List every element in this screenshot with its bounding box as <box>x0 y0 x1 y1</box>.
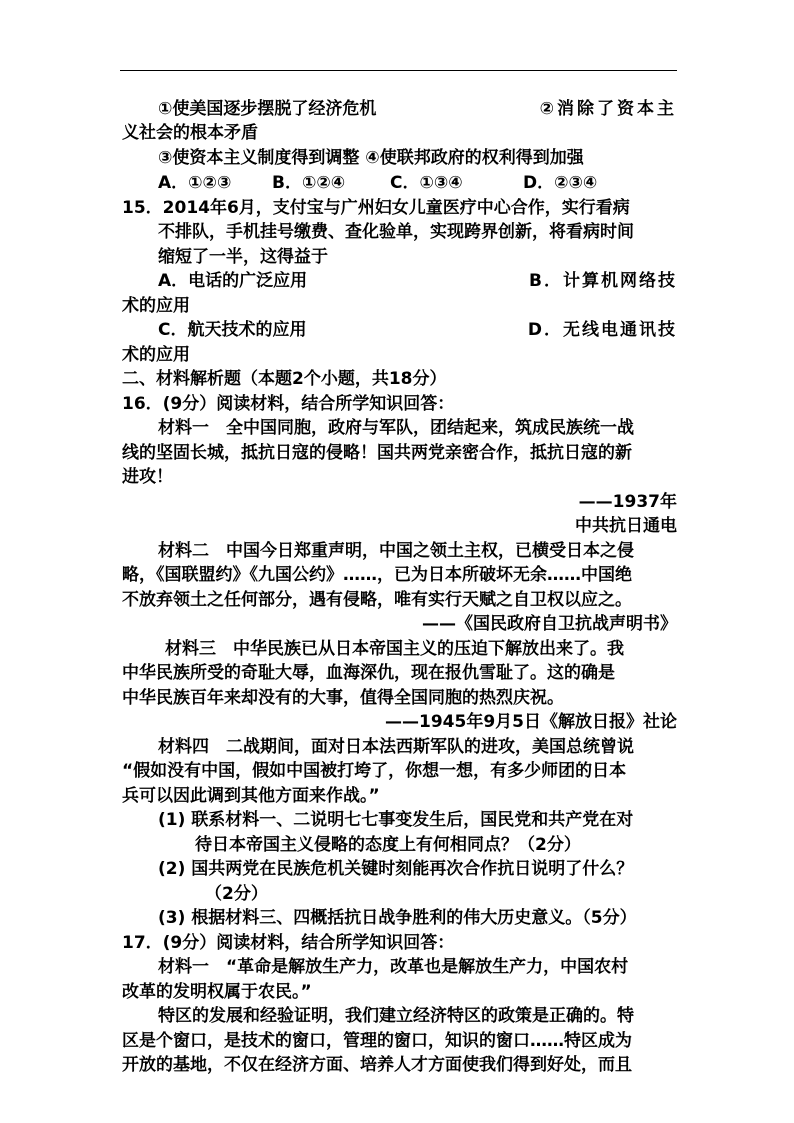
q14-choice-c: C．①③④ <box>390 173 463 193</box>
q14-option-2: ②消除了资本主 <box>539 99 677 119</box>
q16-material-2-line-3: 不放弃领土之任何部分，遇有侵略，唯有实行天赋之自卫权以应之。 <box>122 590 632 610</box>
q16-material-3-line-3: 中华民族百年来却没有的大事，值得全国同胞的热烈庆祝。 <box>122 688 564 708</box>
q16-sub-3: (3) 根据材料三、四概括抗日战争胜利的伟大历史意义。（5分） <box>158 908 637 928</box>
q15-choice-a: A．电话的广泛应用 <box>158 271 308 291</box>
q15-choice-b-cont: 术的应用 <box>122 296 190 316</box>
q16-material-2-line-1: 材料二 中国今日郑重声明，中国之领土主权，已横受日本之侵 <box>158 541 634 561</box>
q16-sub-1-line-2: 待日本帝国主义侵略的态度上有何相同点？（2分） <box>195 835 581 855</box>
q16-sub-2-line-2: （2分） <box>205 884 268 904</box>
q15-choice-b: B．计算机网络技 <box>529 271 677 291</box>
q17-material-1-line-1: 材料一 “革命是解放生产力，改革也是解放生产力，中国农村 <box>158 957 629 977</box>
q14-option-2-cont: 义社会的根本矛盾 <box>122 123 258 143</box>
q14-option-1: ①使美国逐步摆脱了经济危机 <box>158 99 377 119</box>
q15-stem-1: 15．2014年6月，支付宝与广州妇女儿童医疗中心合作，实行看病 <box>122 198 630 218</box>
q16-material-3-line-2: 中华民族所受的奇耻大辱，血海深仇，现在报仇雪耻了。这的确是 <box>122 663 615 683</box>
q15-choice-c: C．航天技术的应用 <box>158 320 307 340</box>
q16-sub-2-line-1: (2) 国共两党在民族危机关键时刻能再次合作抗日说明了什么？ <box>158 859 634 879</box>
q16-sub-1-line-1: (1) 联系材料一、二说明七七事变发生后，国民党和共产党在对 <box>158 810 634 830</box>
q15-stem-3: 缩短了一半，这得益于 <box>158 247 328 267</box>
q14-options-3-4: ③使资本主义制度得到调整 ④使联邦政府的权利得到加强 <box>158 148 584 168</box>
q16-material-1-source: 中共抗日通电 <box>575 516 677 536</box>
q17-material-1-line-5: 开放的基地，不仅在经济方面、培养人才方面使我们得到好处，而且 <box>122 1055 632 1075</box>
q16-material-2-line-2: 略，《国联盟约》《九国公约》……，已为日本所破坏无余……中国绝 <box>122 565 632 585</box>
q16-material-4-line-2: “假如没有中国，假如中国被打垮了，你想一想，有多少师团的日本 <box>122 761 627 781</box>
q16-material-1-line-1: 材料一 全中国同胞，政府与军队，团结起来，筑成民族统一战 <box>158 418 634 438</box>
q16-material-2-source: ——《国民政府自卫抗战声明书》 <box>422 614 677 634</box>
header-rule <box>120 70 677 71</box>
q17-stem: 17．(9分）阅读材料，结合所学知识回答： <box>122 933 455 953</box>
q16-material-3-line-1: 材料三 中华民族已从日本帝国主义的压迫下解放出来了。我 <box>165 639 624 659</box>
q16-material-4-line-3: 兵可以因此调到其他方面来作战。” <box>122 786 380 806</box>
q17-material-1-line-4: 区是个窗口，是技术的窗口，管理的窗口，知识的窗口……特区成为 <box>122 1031 632 1051</box>
q17-material-1-line-2: 改革的发明权属于农民。” <box>122 982 312 1002</box>
section-2-heading: 二、材料解析题（本题2个小题，共18分） <box>122 369 447 389</box>
q16-stem: 16．(9分）阅读材料，结合所学知识回答： <box>122 394 455 414</box>
q15-choice-d: D．无线电通讯技 <box>527 320 677 340</box>
q14-choice-b: B．①②④ <box>272 173 346 193</box>
q15-choice-d-cont: 术的应用 <box>122 345 190 365</box>
q16-material-3-source: ——1945年9月5日《解放日报》社论 <box>385 712 677 732</box>
q16-material-1-line-3: 进攻！ <box>122 467 173 487</box>
q15-stem-2: 不排队，手机挂号缴费、查化验单，实现跨界创新，将看病时间 <box>158 222 634 242</box>
q16-material-4-line-1: 材料四 二战期间，面对日本法西斯军队的进攻，美国总统曾说 <box>158 737 634 757</box>
q16-material-1-line-2: 线的坚固长城，抵抗日寇的侵略！国共两党亲密合作，抵抗日寇的新 <box>122 443 632 463</box>
q17-material-1-line-3: 特区的发展和经验证明，我们建立经济特区的政策是正确的。特 <box>158 1006 634 1026</box>
q14-choice-a: A．①②③ <box>158 173 232 193</box>
q16-material-1-source-date: ——1937年 <box>578 492 677 512</box>
q14-choice-d: D．②③④ <box>523 173 598 193</box>
